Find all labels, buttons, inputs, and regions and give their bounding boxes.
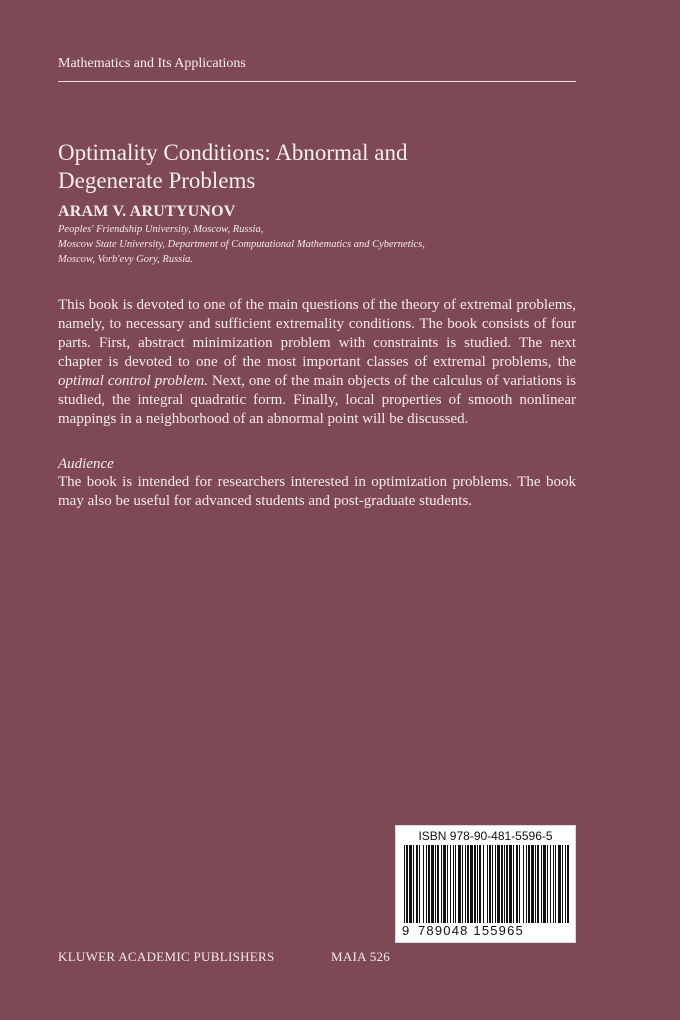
- barcode-bar: [509, 845, 512, 923]
- barcode-bar: [537, 845, 539, 923]
- barcode-bar: [528, 845, 530, 923]
- barcode-bar: [441, 845, 442, 923]
- barcode-bar: [470, 845, 473, 923]
- barcode-bar: [497, 845, 500, 923]
- barcode-bars: [404, 845, 569, 923]
- barcode-bar: [416, 845, 418, 923]
- series-code: MAIA 526: [331, 949, 391, 964]
- barcode-bar: [458, 845, 461, 923]
- audience-text: The book is intended for researchers interested in optimization problems. The book may also be useful for advanced students and post-graduate students.: [58, 474, 576, 509]
- barcode-bar: [523, 845, 524, 923]
- barcode-bar: [541, 845, 542, 923]
- barcode-bar: [492, 845, 493, 923]
- barcode-bar: [455, 845, 456, 923]
- barcode-bar: [443, 845, 446, 923]
- barcode-bar: [565, 845, 566, 923]
- barcode-bar: [487, 845, 488, 923]
- affiliation-line-1: Peoples' Friendship University, Moscow, Russia,: [58, 224, 264, 235]
- description-text-end: Next, one of the main objects of the calculus of variations is studied, the integral quadratic form. Finally, local properties of smooth nonlinear mappings in a neighborhood of an abnormal point will be discussed.: [58, 373, 577, 427]
- barcode-bar: [519, 845, 520, 923]
- affiliation-line-2: Moscow State University, Department of Computational Mathematics and Cybernetics,: [58, 239, 425, 250]
- barcode-bar: [423, 845, 424, 923]
- barcode-bar: [483, 845, 484, 923]
- barcode-bar: [504, 845, 505, 923]
- barcode-lead-digit: 9: [402, 923, 411, 938]
- barcode-bar: [479, 845, 481, 923]
- publisher-name: KLUWER ACADEMIC PUBLISHERS: [58, 949, 275, 964]
- barcode-bar: [506, 845, 508, 923]
- barcode-bar: [428, 845, 430, 923]
- audience-heading: Audience: [58, 456, 114, 472]
- series-rule: [58, 81, 576, 82]
- barcode-rest-digits: 789048 155965: [418, 923, 524, 938]
- barcode-bar: [477, 845, 478, 923]
- barcode-bar: [474, 845, 476, 923]
- barcode-bar: [431, 845, 434, 923]
- barcode-bar: [550, 845, 551, 923]
- barcode-bar: [465, 845, 466, 923]
- description-text-start: This book is devoted to one of the main questions of the theory of extremal problems, namely, to necessary and sufficient extremality conditions. The book consists of four parts. First, abstract minimization problem with constraints is studied. The next chapter is devoted to one of the most important classes of extremal problems, the: [58, 297, 576, 370]
- barcode-bar: [535, 845, 536, 923]
- barcode-bar: [513, 845, 514, 923]
- isbn-label: ISBN 978-90-481-5596-5: [418, 829, 553, 843]
- barcode-bar: [447, 845, 448, 923]
- barcode-bar: [562, 845, 563, 923]
- barcode-bar: [531, 845, 534, 923]
- barcode-bar: [555, 845, 556, 923]
- affiliation-line-3: Moscow, Vorb'evy Gory, Russia.: [58, 254, 194, 265]
- author-affiliations: [58, 222, 578, 267]
- barcode-bar: [547, 845, 548, 923]
- barcode-bar: [553, 845, 554, 923]
- barcode-bar: [543, 845, 546, 923]
- barcode-bar: [406, 845, 408, 923]
- barcode-box: [395, 825, 576, 943]
- barcode-bar: [462, 845, 463, 923]
- barcode-bar: [409, 845, 412, 923]
- barcode-bar: [567, 845, 569, 923]
- barcode-bar: [435, 845, 436, 923]
- barcode-bar: [558, 845, 561, 923]
- author-name: ARAM V. ARUTYUNOV: [58, 203, 236, 220]
- barcode-bar: [453, 845, 454, 923]
- book-description: [58, 296, 576, 429]
- title-line-1: Optimality Conditions: Abnormal and: [58, 140, 408, 165]
- book-title: [58, 139, 578, 195]
- barcode-bar: [516, 845, 518, 923]
- barcode-bar: [450, 845, 451, 923]
- barcode-bar: [526, 845, 527, 923]
- barcode-bar: [426, 845, 427, 923]
- barcode-bar: [467, 845, 469, 923]
- barcode-bar: [413, 845, 414, 923]
- description-italic-term: optimal control problem.: [58, 373, 208, 389]
- description-paragraph: [58, 296, 576, 429]
- title-line-2: Degenerate Problems: [58, 168, 256, 193]
- barcode-bar: [489, 845, 491, 923]
- series-name: Mathematics and Its Applications: [58, 56, 246, 71]
- barcode-bar: [437, 845, 439, 923]
- barcode-bar: [495, 845, 496, 923]
- barcode-bar: [419, 845, 420, 923]
- barcode-bar: [501, 845, 503, 923]
- barcode-bar: [404, 845, 405, 923]
